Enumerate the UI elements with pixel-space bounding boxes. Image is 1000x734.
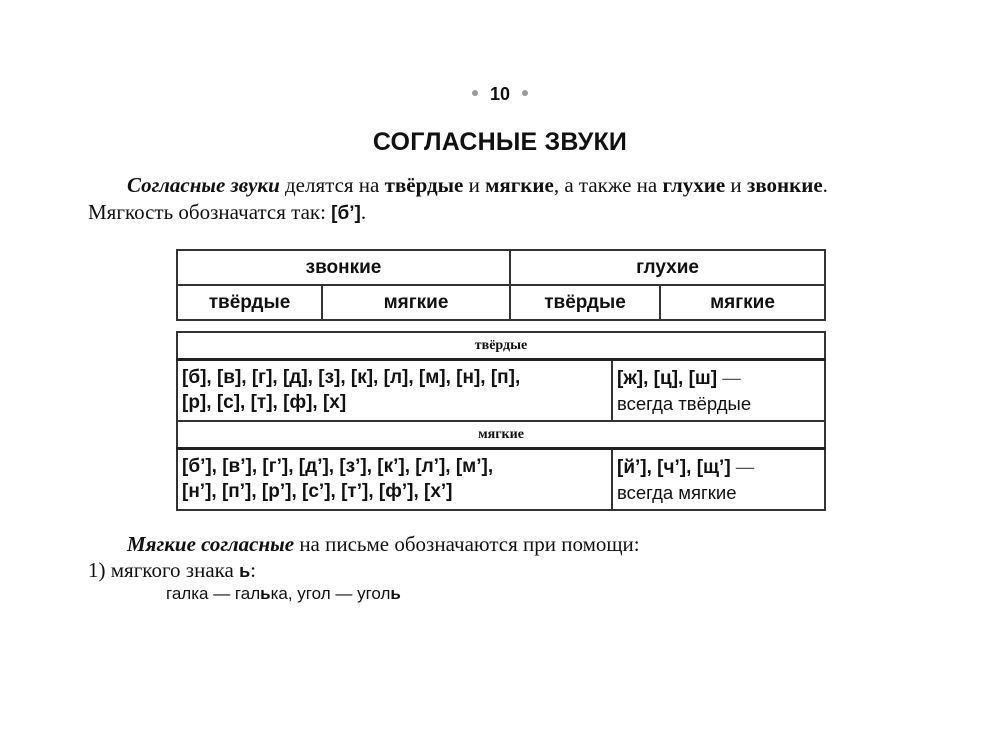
subheader-voiced-hard: твёрдые	[177, 285, 322, 320]
term-soft-consonants: Мягкие согласные	[127, 532, 295, 556]
section-hard-label: твёрдые	[177, 332, 825, 360]
page-number: 10	[0, 84, 1000, 105]
soft-consonants-list: [б’], [в’], [г’], [д’], [з’], [к’], [л’], [м’], [н’], [п’], [р’], [с’], [т’], [ф’], [х’]	[177, 449, 612, 511]
soft-writing-paragraph: Мягкие согласные на письме обозначаются при помощи:	[127, 532, 640, 556]
soft-mark-example: [б’]	[331, 203, 361, 224]
page-title: СОГЛАСНЫЕ ЗВУКИ	[372, 128, 628, 156]
hard-soft-consonants-table	[176, 331, 826, 511]
list-item-soft-sign: 1) мягкого знака ь:	[88, 558, 257, 582]
header-voiced: звонкие	[177, 250, 510, 285]
soft-sign-example: галка — галька, угол — уголь	[166, 584, 401, 603]
bullet-dot-icon	[522, 90, 528, 96]
section-soft-label: мягкие	[177, 421, 825, 449]
always-hard-cell: [ж], [ц], [ш] — всегда твёрдые	[612, 360, 825, 422]
header-voiceless: глухие	[510, 250, 825, 285]
voiced-voiceless-table	[176, 249, 826, 321]
hard-consonants-list: [б], [в], [г], [д], [з], [к], [л], [м], [н], [п], [р], [с], [т], [ф], [х]	[177, 360, 612, 422]
intro-paragraph: Согласные звуки делятся на твёрдые и мягкие, а также на глухие и звонкие. Мягкость обозначатся так: [б’].	[88, 173, 828, 224]
bullet-dot-icon	[472, 90, 478, 96]
always-soft-cell: [й’], [ч’], [щ’] — всегда мягкие	[612, 449, 825, 511]
subheader-voiceless-hard: твёрдые	[510, 285, 660, 320]
subheader-voiced-soft: мягкие	[322, 285, 510, 320]
subheader-voiceless-soft: мягкие	[660, 285, 825, 320]
term-consonants: Согласные звуки	[127, 173, 280, 197]
